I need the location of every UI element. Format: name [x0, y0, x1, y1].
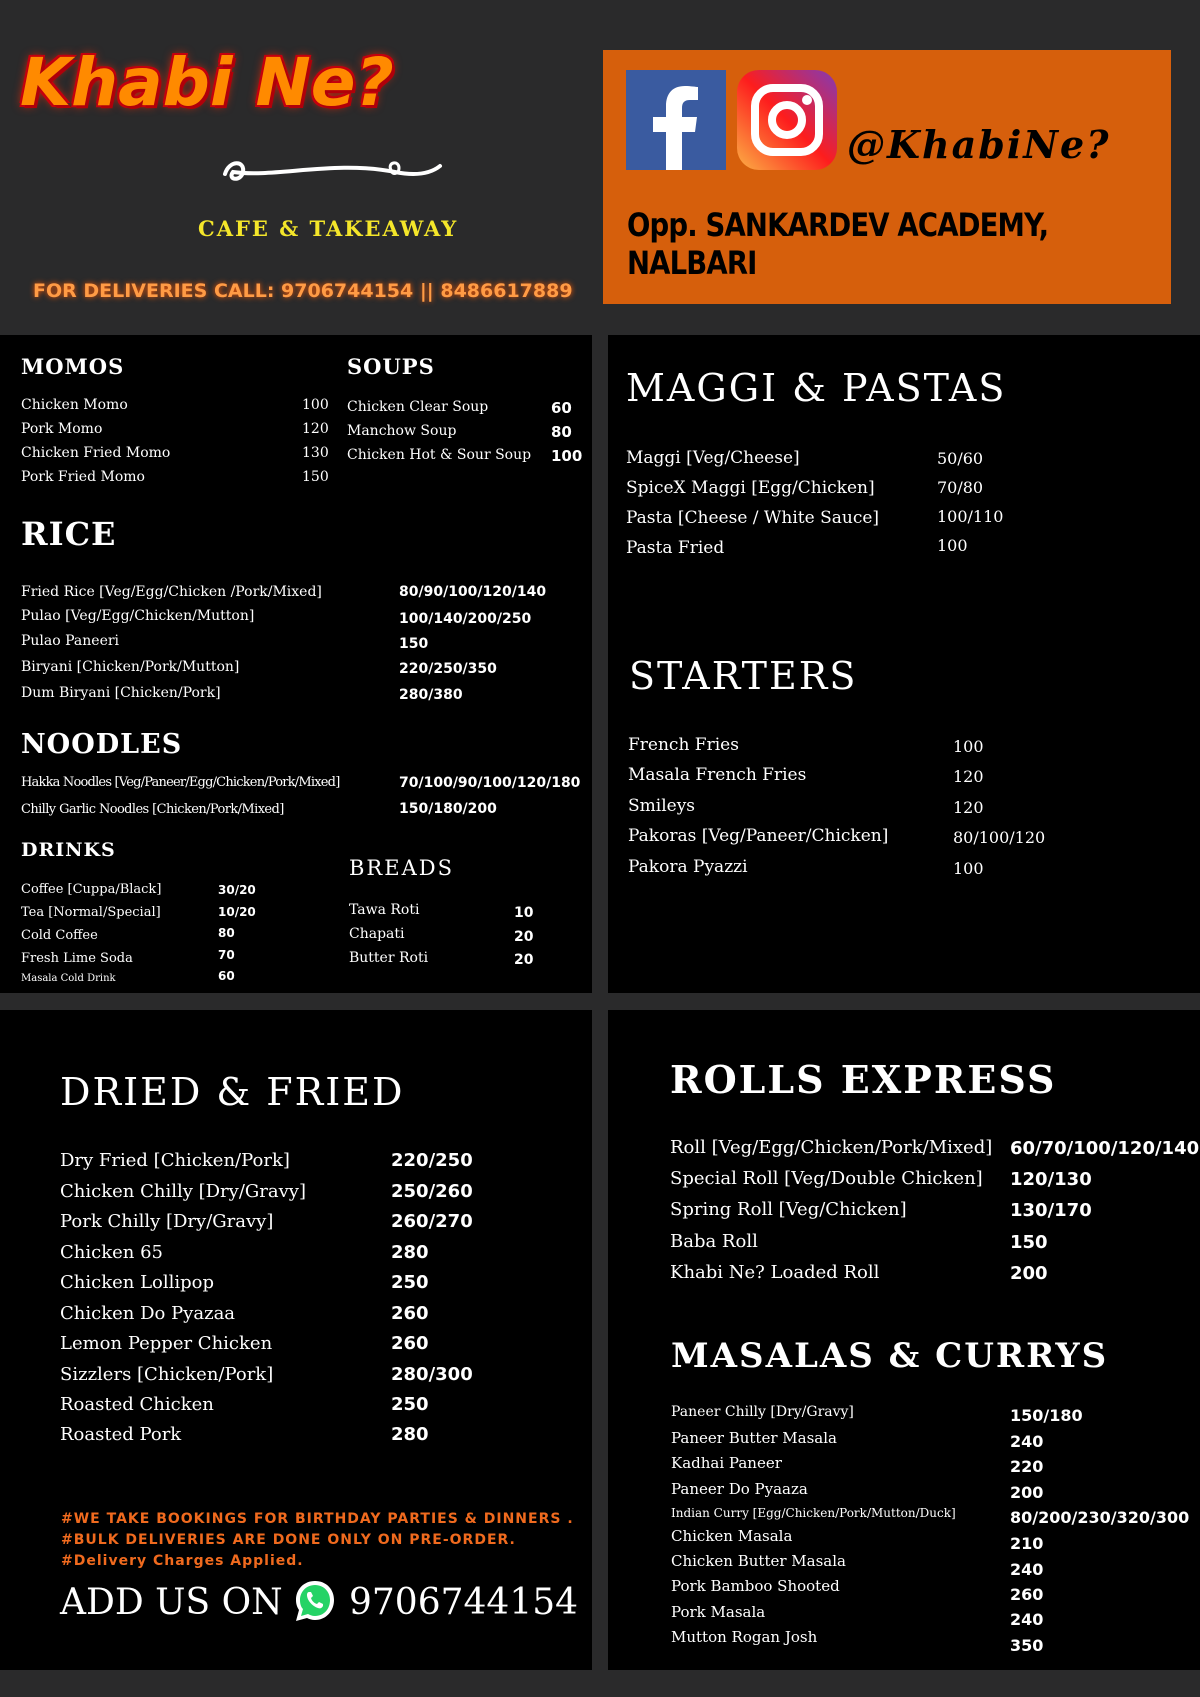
item-price: 120 [953, 767, 984, 786]
contact-label: ADD US ON [60, 1582, 283, 1623]
item-name: Chicken Fried Momo [21, 445, 171, 461]
whatsapp-icon[interactable] [292, 1578, 338, 1624]
item-price: 200 [1010, 1263, 1048, 1284]
item-name: Dum Biryani [Chicken/Pork] [21, 685, 221, 701]
item-name: Chicken Butter Masala [671, 1552, 846, 1570]
section-title: STARTERS [629, 654, 858, 698]
section-title: MOMOS [21, 354, 125, 379]
item-name: Pakoras [Veg/Paneer/Chicken] [628, 826, 889, 846]
item-price: 120/130 [1010, 1169, 1092, 1190]
item-price: 30/20 [218, 883, 256, 897]
item-price: 100/140/200/250 [399, 611, 532, 627]
item-price: 100 [953, 859, 984, 878]
item-name: Chicken Lollipop [60, 1272, 215, 1293]
item-price: 350 [1010, 1636, 1044, 1655]
item-price: 50/60 [937, 449, 984, 468]
item-price: 200 [1010, 1483, 1044, 1502]
item-name: Tea [Normal/Special] [21, 905, 161, 920]
item-name: Pork Fried Momo [21, 469, 145, 485]
item-price: 80/200/230/320/300 [1010, 1508, 1190, 1527]
item-price: 250 [391, 1272, 429, 1293]
section-title: ROLLS EXPRESS [670, 1057, 1057, 1102]
item-name: Chicken Clear Soup [347, 399, 489, 415]
item-name: Pork Chilly [Dry/Gravy] [60, 1211, 274, 1232]
item-price: 100/110 [937, 507, 1004, 526]
item-price: 60/70/100/120/140 [1010, 1138, 1200, 1159]
item-name: Baba Roll [670, 1231, 758, 1252]
item-name: Special Roll [Veg/Double Chicken] [670, 1168, 983, 1189]
item-price: 260/270 [391, 1211, 473, 1232]
item-price: 70 [218, 948, 235, 962]
item-name: Chicken Momo [21, 397, 128, 413]
item-name: Paneer Butter Masala [671, 1429, 837, 1447]
item-name: Chicken Do Pyazaa [60, 1303, 236, 1324]
item-price: 280/380 [399, 687, 463, 703]
item-name: Pork Masala [671, 1603, 766, 1621]
section-title: SOUPS [347, 354, 435, 379]
item-price: 100 [953, 737, 984, 756]
item-name: Pakora Pyazzi [628, 857, 748, 877]
item-price: 10/20 [218, 905, 256, 919]
item-name: Chilly Garlic Noodles [Chicken/Pork/Mixed] [21, 802, 284, 817]
item-name: Spring Roll [Veg/Chicken] [670, 1199, 907, 1220]
note-bookings: #WE TAKE BOOKINGS FOR BIRTHDAY PARTIES & DINNERS . [61, 1511, 574, 1527]
item-name: Paneer Do Pyaaza [671, 1480, 808, 1498]
section-title: RICE [21, 515, 117, 553]
item-price: 130 [302, 445, 329, 461]
item-price: 100 [937, 536, 968, 555]
item-price: 150/180/200 [399, 801, 497, 817]
item-name: Masala French Fries [628, 765, 807, 785]
item-price: 280 [391, 1424, 429, 1445]
item-price: 220 [1010, 1457, 1044, 1476]
item-price: 260 [391, 1303, 429, 1324]
item-name: Pasta [Cheese / White Sauce] [626, 508, 880, 528]
facebook-icon[interactable] [626, 70, 726, 170]
tagline: CAFE & TAKEAWAY [198, 216, 459, 241]
item-name: Indian Curry [Egg/Chicken/Pork/Mutton/Duck] [671, 1506, 956, 1520]
item-name: Smileys [628, 796, 696, 816]
item-name: French Fries [628, 735, 739, 755]
item-price: 260 [391, 1333, 429, 1354]
section-title: BREADS [349, 856, 454, 880]
social-box [603, 50, 1171, 304]
item-price: 10 [514, 905, 534, 921]
item-name: Chicken Masala [671, 1527, 793, 1545]
item-price: 280 [391, 1242, 429, 1263]
item-price: 220/250/350 [399, 661, 497, 677]
address: Opp. SANKARDEV ACADEMY, NALBARI [627, 206, 1049, 282]
item-name: Pork Momo [21, 421, 103, 437]
item-name: Khabi Ne? Loaded Roll [670, 1262, 880, 1283]
item-price: 130/170 [1010, 1200, 1092, 1221]
item-name: Tawa Roti [349, 902, 420, 918]
item-price: 120 [302, 421, 329, 437]
item-price: 280/300 [391, 1364, 473, 1385]
item-name: Roasted Pork [60, 1424, 182, 1445]
item-name: Paneer Chilly [Dry/Gravy] [671, 1404, 854, 1420]
item-name: Chicken Hot & Sour Soup [347, 447, 532, 463]
item-price: 240 [1010, 1432, 1044, 1451]
section-title: MAGGI & PASTAS [626, 366, 1007, 410]
item-name: Biryani [Chicken/Pork/Mutton] [21, 659, 240, 675]
item-name: Pulao Paneeri [21, 633, 120, 649]
item-price: 80 [218, 926, 235, 940]
item-name: SpiceX Maggi [Egg/Chicken] [626, 478, 875, 498]
item-name: Chapati [349, 926, 405, 942]
contact-number[interactable]: 9706744154 [349, 1582, 579, 1623]
item-name: Hakka Noodles [Veg/Paneer/Egg/Chicken/Pork/Mixed] [21, 775, 340, 790]
item-price: 150 [302, 469, 329, 485]
brand-logo: Khabi Ne? [20, 44, 394, 121]
item-price: 70/100/90/100/120/180 [399, 775, 581, 791]
item-price: 20 [514, 929, 534, 945]
item-price: 20 [514, 952, 534, 968]
item-name: Masala Cold Drink [21, 973, 116, 984]
item-name: Sizzlers [Chicken/Pork] [60, 1364, 274, 1385]
instagram-icon[interactable] [737, 70, 837, 170]
item-price: 220/250 [391, 1150, 473, 1171]
item-name: Cold Coffee [21, 928, 98, 943]
item-price: 80/100/120 [953, 828, 1046, 847]
item-name: Butter Roti [349, 950, 429, 966]
item-name: Fried Rice [Veg/Egg/Chicken /Pork/Mixed] [21, 584, 322, 600]
item-name: Pork Bamboo Shooted [671, 1577, 840, 1595]
item-price: 240 [1010, 1560, 1044, 1579]
item-name: Fresh Lime Soda [21, 951, 133, 966]
delivery-phone: FOR DELIVERIES CALL: 9706744154 || 8486617889 [33, 280, 573, 302]
item-price: 60 [551, 399, 572, 417]
item-name: Pasta Fried [626, 538, 725, 558]
item-price: 240 [1010, 1610, 1044, 1629]
note-bulk: #BULK DELIVERIES ARE DONE ONLY ON PRE-ORDER. [61, 1532, 516, 1548]
item-price: 80 [551, 423, 572, 441]
item-name: Coffee [Cuppa/Black] [21, 882, 162, 897]
item-price: 80/90/100/120/140 [399, 584, 547, 600]
section-title: DRIED & FRIED [60, 1070, 405, 1114]
social-handle[interactable]: @KhabiNe? [847, 122, 1111, 167]
item-price: 260 [1010, 1585, 1044, 1604]
swirl-ornament [215, 152, 445, 192]
section-title: NOODLES [21, 729, 183, 760]
item-name: Roasted Chicken [60, 1394, 214, 1415]
item-name: Chicken 65 [60, 1242, 163, 1263]
item-name: Roll [Veg/Egg/Chicken/Pork/Mixed] [670, 1137, 993, 1158]
item-price: 250 [391, 1394, 429, 1415]
item-price: 100 [551, 447, 583, 465]
item-name: Dry Fried [Chicken/Pork] [60, 1150, 290, 1171]
item-price: 150 [399, 636, 429, 652]
section-title: MASALAS & CURRYS [671, 1336, 1109, 1376]
item-name: Chicken Chilly [Dry/Gravy] [60, 1181, 306, 1202]
item-price: 60 [218, 969, 235, 983]
item-name: Kadhai Paneer [671, 1454, 782, 1472]
item-name: Manchow Soup [347, 423, 457, 439]
item-price: 150/180 [1010, 1406, 1083, 1425]
item-price: 70/80 [937, 478, 984, 497]
item-price: 120 [953, 798, 984, 817]
item-name: Lemon Pepper Chicken [60, 1333, 273, 1354]
item-name: Pulao [Veg/Egg/Chicken/Mutton] [21, 608, 255, 624]
section-title: DRINKS [21, 839, 116, 861]
item-price: 150 [1010, 1232, 1048, 1253]
item-name: Mutton Rogan Josh [671, 1628, 818, 1646]
item-price: 210 [1010, 1534, 1044, 1553]
item-price: 250/260 [391, 1181, 473, 1202]
item-name: Maggi [Veg/Cheese] [626, 448, 800, 468]
item-price: 100 [302, 397, 329, 413]
note-charges: #Delivery Charges Applied. [61, 1553, 304, 1569]
